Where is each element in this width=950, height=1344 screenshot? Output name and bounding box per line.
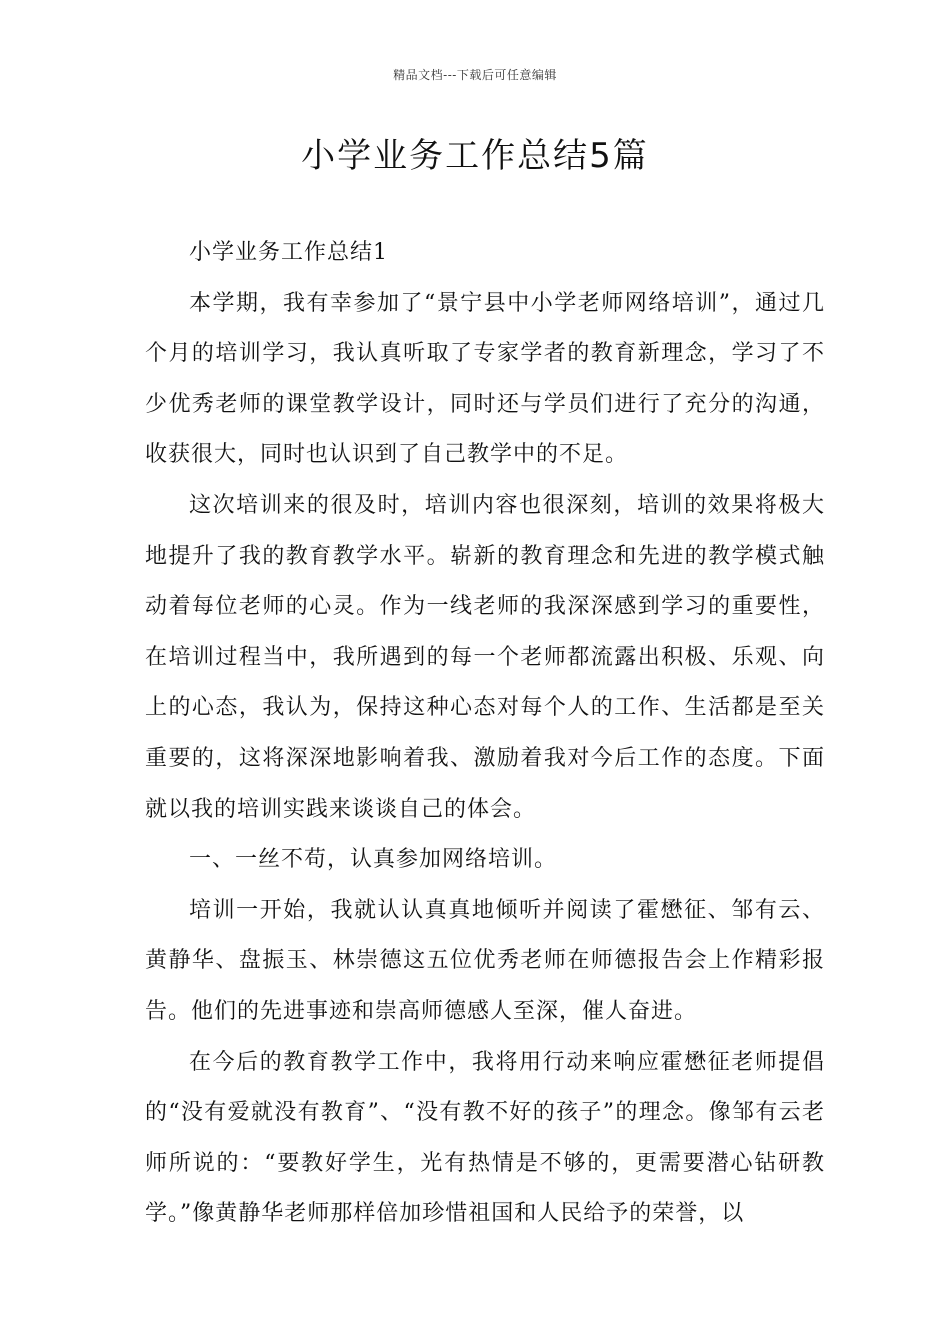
paragraph: 本学期，我有幸参加了“景宁县中小学老师网络培训”，通过几个月的培训学习，我认真听取了专家学者的教育新理念，学习了不少优秀老师的课堂教学设计，同时还与学员们进行了充分的沟通，收获很大，同时也认识到了自己教学中的不足。 xyxy=(145,290,825,468)
section-heading: 小学业务工作总结1 xyxy=(189,240,388,265)
subsection-heading: 一、一丝不苟，认真参加网络培训。 xyxy=(189,847,558,873)
header-note: 精品文档---下载后可任意编辑 xyxy=(393,68,557,82)
paragraph: 这次培训来的很及时，培训内容也很深刻，培训的效果将极大地提升了我的教育教学水平。崭新的教育理念和先进的教学模式触动着每位老师的心灵。作为一线老师的我深深感到学习的重要性，在培训过程当中，我所遇到的每一个老师都流露出积极、乐观、向上的心态，我认为，保持这种心态对每个人的工作、生活都是至关重要的，这将深深地影响着我、激励着我对今后工作的态度。下面就以我的培训实践来谈谈自己的体会。 xyxy=(145,492,825,822)
document-title: 小学业务工作总结5篇 xyxy=(301,136,649,176)
paragraph: 培训一开始，我就认认真真地倾听并阅读了霍懋征、邹有云、黄静华、盘振玉、林崇德这五位优秀老师在师德报告会上作精彩报告。他们的先进事迹和崇高师德感人至深，催人奋进。 xyxy=(145,897,825,1024)
paragraph: 在今后的教育教学工作中，我将用行动来响应霍懋征老师提倡的“没有爱就没有教育”、“没有教不好的孩子”的理念。像邹有云老师所说的：“要教好学生，光有热情是不够的，更需要潜心钻研教学。”像黄静华老师那样倍加珍惜祖国和人民给予的荣誉，以 xyxy=(145,1049,825,1227)
document-body xyxy=(145,228,825,1240)
